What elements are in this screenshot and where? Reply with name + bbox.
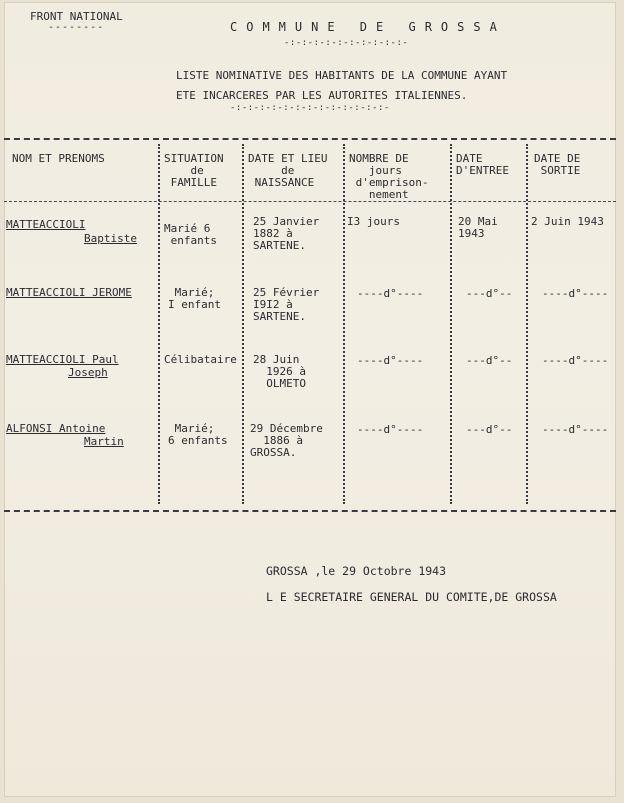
decorative-rule-title: -:-:-:-:-:-:-:-:-:-:-:-:-:-	[230, 103, 390, 113]
entry-date: ---d°--	[466, 423, 513, 436]
exit-date: ----d°----	[542, 287, 609, 300]
person-surname: MATTEACCIOLI	[6, 218, 86, 231]
column-separator	[242, 144, 244, 504]
signatory-line: L E SECRETAIRE GENERAL DU COMITE,DE GROSSA	[266, 590, 557, 604]
decorative-rule-top: -:-:-:-:-:-:-:-:-:-:-	[284, 38, 409, 48]
entry-date: 20 Mai 1943	[458, 215, 498, 240]
column-separator	[343, 144, 345, 504]
person-given-names: Martin	[84, 435, 124, 448]
column-separator	[450, 144, 452, 504]
column-separator	[526, 144, 528, 504]
family-situation: Célibataire	[164, 353, 237, 366]
family-situation: Marié; 6 enfants	[168, 422, 228, 447]
column-header-birth: DATE ET LIEU de NAISSANCE	[248, 152, 328, 189]
exit-date: 2 Juin 1943	[531, 215, 604, 228]
document-title-line-1: LISTE NOMINATIVE DES HABITANTS DE LA COMMUNE AYANT	[176, 69, 508, 82]
entry-date: ---d°--	[466, 354, 513, 367]
table-header-rule	[4, 201, 616, 202]
column-separator	[158, 144, 160, 504]
days-imprisoned: ----d°----	[357, 423, 424, 436]
person-given-names: Joseph	[68, 366, 108, 379]
document-page	[4, 2, 616, 797]
person-surname: MATTEACCIOLI JEROME	[6, 286, 132, 299]
place-and-date: GROSSA ,le 29 Octobre 1943	[266, 564, 447, 578]
days-imprisoned: I3 jours	[347, 215, 400, 228]
table-bottom-rule	[4, 510, 616, 512]
family-situation: Marié; I enfant	[168, 286, 221, 311]
person-surname: MATTEACCIOLI Paul	[6, 353, 119, 366]
birth-date-place: 29 Décembre 1886 à GROSSA.	[250, 422, 323, 459]
column-header-situation: SITUATION de FAMILLE	[164, 152, 224, 189]
exit-date: ----d°----	[542, 354, 609, 367]
family-situation: Marié 6 enfants	[164, 222, 217, 247]
column-header-entry: DATE D'ENTREE	[456, 152, 509, 177]
column-header-name: NOM ET PRENOMS	[12, 152, 105, 165]
days-imprisoned: ----d°----	[357, 287, 424, 300]
organization-underline: --------	[48, 22, 105, 33]
person-surname: ALFONSI Antoine	[6, 422, 106, 435]
table-top-rule	[4, 138, 616, 140]
column-header-exit: DATE DE SORTIE	[534, 152, 581, 177]
entry-date: ---d°--	[466, 287, 513, 300]
document-title-line-2: ETE INCARCERES PAR LES AUTORITES ITALIENNES.	[176, 89, 468, 102]
column-header-days: NOMBRE DE jours d'emprison- nement	[349, 152, 429, 201]
days-imprisoned: ----d°----	[357, 354, 424, 367]
organization-heading: FRONT NATIONAL	[30, 10, 123, 23]
person-given-names: Baptiste	[84, 232, 137, 245]
commune-heading: COMMUNE DE GROSSA	[230, 20, 506, 34]
birth-date-place: 25 Janvier 1882 à SARTENE.	[253, 215, 320, 252]
birth-date-place: 28 Juin 1926 à OLMETO	[253, 353, 306, 390]
exit-date: ----d°----	[542, 423, 609, 436]
birth-date-place: 25 Février I9I2 à SARTENE.	[253, 286, 320, 323]
